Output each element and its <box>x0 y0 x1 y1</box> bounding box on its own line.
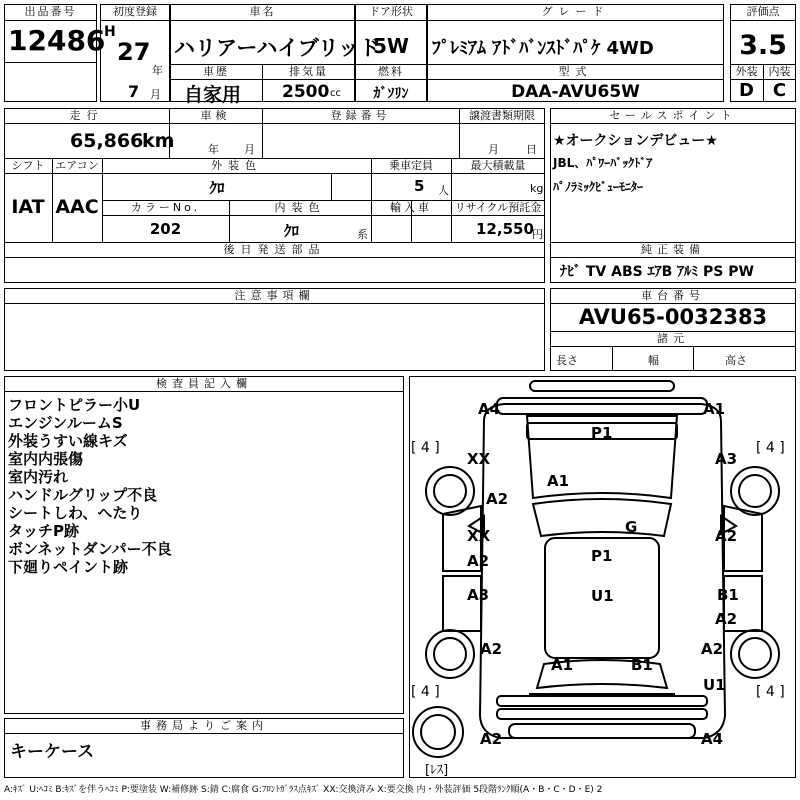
displacement-label: 排気量 <box>289 65 328 78</box>
max-load-label: 最大積載量 <box>470 159 526 172</box>
lot-no-label: 出品番号 <box>24 5 77 18</box>
first-reg-year: 27 <box>117 38 151 66</box>
year-unit: 年 <box>152 64 163 77</box>
chassis-section <box>550 288 796 371</box>
tire-front-right <box>730 466 780 516</box>
spec-label: 諸元 <box>657 332 689 345</box>
reg-no-label: 登録番号 <box>330 109 391 122</box>
first-reg-label: 初度登録 <box>113 5 157 18</box>
model-code: DAA-AVU65W <box>511 82 640 102</box>
inspector-line-9: ボンネットダンパー不良 <box>8 540 172 558</box>
office-label: 事務局よりご案内 <box>140 719 268 732</box>
capacity: 5 <box>414 177 425 195</box>
interior-grade: C <box>772 80 787 101</box>
sales-point-label: セールスポイント <box>609 109 737 122</box>
sales-line-2: JBL、ﾊﾟﾜｰﾊﾞｯｸﾄﾞｱ <box>553 156 653 170</box>
sales-point-section <box>550 108 796 283</box>
door-type: 5W <box>373 34 409 58</box>
int-color: ｸﾛ <box>284 222 300 240</box>
length-label: 長さ <box>556 354 578 367</box>
tire-right-top: [ 4 ] <box>756 440 785 456</box>
inspector-line-8: タッチP跡 <box>8 522 79 540</box>
transfer-label: 譲渡書類期限 <box>469 109 535 122</box>
inspector-line-5: 室内汚れ <box>8 468 69 486</box>
recycle-fee: 12,550 <box>476 220 534 238</box>
import-label: 輸入車 <box>390 201 432 214</box>
inspector-line-10: 下廻りペイント跡 <box>8 558 129 576</box>
damage-label: XX <box>467 527 491 545</box>
tire-rear-right <box>730 629 780 679</box>
max-load-unit: kg <box>530 182 544 195</box>
inspection-year-unit: 年 <box>208 143 219 156</box>
damage-label: A2 <box>467 552 490 570</box>
shift: IAT <box>11 196 45 218</box>
sales-line-1: ★オークションデビュー★ <box>553 133 718 149</box>
era: H <box>104 24 116 40</box>
chassis-number: AVU65-0032383 <box>578 305 768 329</box>
damage-label: A4 <box>701 730 724 748</box>
exterior-grade: D <box>739 80 754 101</box>
grade: ﾌﾟﾚﾐｱﾑ ｱﾄﾞﾊﾞﾝｽﾄﾞﾊﾟｹ 4WD <box>432 38 654 59</box>
later-parts-label: 後日発送部品 <box>223 243 326 256</box>
tire-rear-left <box>425 629 475 679</box>
inspector-label: 検査員記入欄 <box>156 377 252 390</box>
model-label: 型式 <box>558 65 593 78</box>
ext-color: ｸﾛ <box>209 179 225 197</box>
chassis-label: 車台番号 <box>641 289 705 302</box>
damage-label: A2 <box>486 490 509 508</box>
fuel-type: ｶﾞｿﾘﾝ <box>373 86 409 102</box>
tire-right-bottom: [ 4 ] <box>756 684 785 700</box>
car-name: ハリアーハイブリッド <box>174 36 381 60</box>
office-section <box>4 718 404 778</box>
damage-label: A3 <box>467 586 490 604</box>
damage-label: A2 <box>715 527 738 545</box>
inspector-line-2: エンジンルームS <box>8 414 123 432</box>
color-no-label: カラーNo. <box>130 201 201 214</box>
damage-legend: A:ｷｽﾞ U:ﾍｺﾐ B:ｷｽﾞを伴うﾍｺﾐ P:要塗装 W:補修跡 S:錆 C:腐食 G:ﾌﾛﾝﾄｶﾞﾗｽ点ｷｽﾞ XX:交換済み X:要交換 内・外装評価 5段階ﾗﾝｸ順(A・B・C・D・E) 2 <box>4 785 603 795</box>
damage-label: U1 <box>591 587 614 605</box>
tire-front-left <box>425 466 475 516</box>
ac-label: エアコン <box>55 159 99 172</box>
door-label: ドア形状 <box>369 5 413 18</box>
damage-label: A3 <box>715 450 738 468</box>
spare-tire-note: [ﾚｽ] <box>425 763 449 778</box>
inspector-line-6: ハンドルグリップ不良 <box>8 486 158 504</box>
damage-label: A2 <box>480 640 503 658</box>
vehicle-info-section <box>4 108 545 283</box>
lot-no: 12486 <box>8 24 106 57</box>
recycle-label: リサイクル預託金 <box>454 201 542 214</box>
month-unit: 月 <box>150 88 161 101</box>
damage-label: G <box>625 518 638 536</box>
damage-label: A2 <box>480 730 503 748</box>
grade-label: グレード <box>541 5 610 18</box>
damage-label: A2 <box>715 610 738 628</box>
inspector-line-3: 外装うすい線キズ <box>8 432 128 450</box>
inspection-label: 車検 <box>200 109 231 122</box>
first-reg-month: 7 <box>128 82 140 101</box>
damage-label: A1 <box>551 656 574 674</box>
office-text: キーケース <box>10 742 95 762</box>
shift-label: シフト <box>11 159 45 172</box>
inspector-line-4: 室内内張傷 <box>8 450 84 468</box>
damage-diagram <box>409 376 796 778</box>
ext-color-label: 外装色 <box>211 159 262 172</box>
air-conditioner: AAC <box>55 196 99 218</box>
exterior-label: 外装 <box>735 65 758 78</box>
mileage-label: 走行 <box>69 109 104 122</box>
notes-section <box>4 288 545 371</box>
damage-label: XX <box>467 450 491 468</box>
notes-label: 注意事項欄 <box>234 289 315 302</box>
mileage: 65,866 <box>70 130 144 152</box>
int-color-label: 内装色 <box>274 201 326 214</box>
inspector-line-7: シートしわ、へたり <box>8 504 143 522</box>
width-label: 幅 <box>648 354 659 367</box>
score: 3.5 <box>739 30 787 61</box>
displacement: 2500 <box>282 82 330 102</box>
tire-left-bottom: [ 4 ] <box>411 684 440 700</box>
int-color-unit: 系 <box>357 228 368 241</box>
color-no: 202 <box>149 220 182 238</box>
car-history-label: 車歴 <box>203 65 229 78</box>
tire-left-top: [ 4 ] <box>411 440 440 456</box>
damage-label: A4 <box>478 400 501 418</box>
spare-tire <box>412 706 464 758</box>
equipment-label: 純正装備 <box>641 243 705 256</box>
damage-label: A1 <box>703 400 726 418</box>
transfer-month-unit: 月 <box>488 143 499 156</box>
damage-label: P1 <box>591 547 613 565</box>
recycle-unit: 円 <box>532 228 543 241</box>
header-section <box>4 4 796 104</box>
interior-label: 内装 <box>768 65 791 78</box>
capacity-unit: 人 <box>438 184 449 197</box>
equipment-items: ﾅﾋﾞ TV ABS ｴｱB ｱﾙﾐ PS PW <box>560 264 754 280</box>
displacement-unit: cc <box>330 88 341 99</box>
transfer-day-unit: 日 <box>526 143 537 156</box>
inspection-month-unit: 月 <box>244 143 255 156</box>
capacity-label: 乗車定員 <box>389 159 433 172</box>
damage-label: P1 <box>591 424 613 442</box>
car-name-label: 車名 <box>249 5 276 18</box>
damage-label: B1 <box>717 586 739 604</box>
damage-label: B1 <box>631 656 653 674</box>
fuel-label: 燃料 <box>378 65 404 78</box>
damage-label: A1 <box>547 472 570 490</box>
mileage-unit: km <box>142 130 175 152</box>
damage-label: A2 <box>701 640 724 658</box>
height-label: 高さ <box>725 354 747 367</box>
inspector-line-1: フロントピラー小U <box>8 396 141 414</box>
score-label: 評価点 <box>746 5 780 18</box>
sales-line-3: ﾊﾟﾉﾗﾐｯｸﾋﾞｭｰﾓﾆﾀｰ <box>553 180 644 194</box>
damage-label: U1 <box>703 676 726 694</box>
car-history: 自家用 <box>184 84 242 106</box>
inspector-section <box>4 376 404 714</box>
